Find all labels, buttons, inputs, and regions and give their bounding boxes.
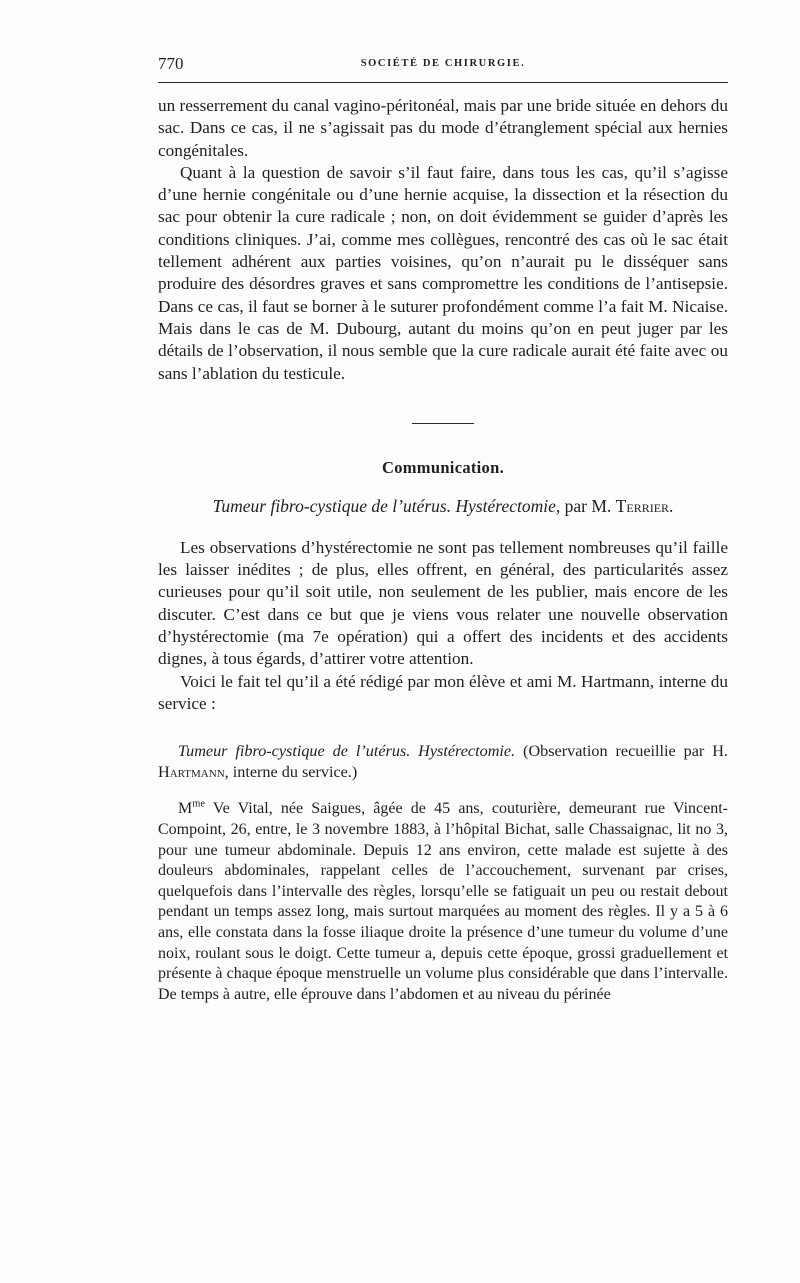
observation-author: Hartmann xyxy=(158,763,225,782)
observation-title-end: , interne du service.) xyxy=(224,763,358,782)
communication-author: Terrier. xyxy=(615,495,674,516)
observation-salutation: M xyxy=(178,800,193,818)
observation-salutation-sup: me xyxy=(192,799,205,811)
continued-paragraph: un resserrement du canal vagino-péritonéal, mais par une bride située en dehors du sac. Dans ce cas, il ne s’agissait pas du mode d’étranglement spécial aux hernies congénitales. xyxy=(158,96,728,160)
discussion-paragraph: Quant à la question de savoir s’il faut faire, dans tous les cas, qu’il s’agisse d’une hernie congénitale ou d’une hernie acquise, la dissection et la résection du sac pour obtenir la cure radicale ; non, on doit évidemment se guider d’après les conditions cliniques. J’ai, comme mes collègues, rencontré des cas où le sac était tellement adhérent aux parties voisines, qu’on n’aurait pu le disséquer sans produire des désordres graves et sans compromettre les conditions de l’antisepsie. Dans ce cas, il faut se borner à le suturer profondément comme l’a fait M. Nicaise. Mais dans le cas de M. Dubourg, autant du moins qu’on en peut juger par les détails de l’observation, il nous semble que la cure radicale aurait été faite avec ou sans l’ablation du testicule. xyxy=(158,162,728,383)
observation-title xyxy=(158,741,728,783)
page xyxy=(158,52,728,1021)
section-heading: Communication. xyxy=(382,457,504,477)
page-number: 770 xyxy=(158,54,184,73)
communication-title xyxy=(158,496,728,517)
running-header xyxy=(158,52,728,83)
observation-text xyxy=(158,799,728,1005)
running-title: SOCIÉTÉ DE CHIRURGIE. xyxy=(360,58,526,69)
observation-body: Ve Vital, née Saigues, âgée de 45 ans, couturière, demeurant rue Vincent-Compoint, 26, entre, le 3 novembre 1883, à l’hôpital Bichat, salle Chassaignac, lit no 3, pour une tumeur abdominale. Depuis 12 ans environ, cette malade est sujette à des douleurs abdominales, rappelant celles de l’accouchement, survenant par crises, quelquefois dans l’intervalle des règles, lorsqu’elle se fatiguait un peu ou restait debout pendant un temps assez long, mais surtout marquées au moment des règles. Il y a 5 à 6 ans, elle constata dans la fosse iliaque droite la présence d’une tumeur du volume d’une noix, roulant sous le doigt. Cette tumeur a, depuis cette époque, grossi graduellement et présente à chaque époque menstruelle un volume plus considérable que dans l’intervalle. De temps à autre, elle éprouve dans l’abdomen et au niveau du périnée xyxy=(158,800,728,1003)
observation-title-rest: (Observation recueillie par H. xyxy=(515,742,728,761)
communication-paragraph-2: Voici le fait tel qu’il a été rédigé par mon élève et ami M. Hartmann, interne du service : xyxy=(158,671,728,713)
communication-title-by: par M. xyxy=(560,495,616,516)
observation-title-italic: Tumeur fibro-cystique de l’utérus. Hystérectomie. xyxy=(178,742,516,761)
communication-paragraph-1: Les observations d’hystérectomie ne sont pas tellement nombreuses qu’il faille les laisser inédites ; de plus, elles offrent, en général, des particularités assez curieuses pour qu’il soit utile, non seulement de les publier, mais encore de les discuter. C’est dans ce but que je viens vous relater une nouvelle observation d’hystérectomie (ma 7e opération) qui a offert des incidents et des accidents dignes, à tous égards, d’attirer votre attention. xyxy=(158,537,728,669)
communication-title-italic: Tumeur fibro-cystique de l’utérus. Hystérectomie, xyxy=(212,495,561,516)
section-separator xyxy=(412,423,474,424)
